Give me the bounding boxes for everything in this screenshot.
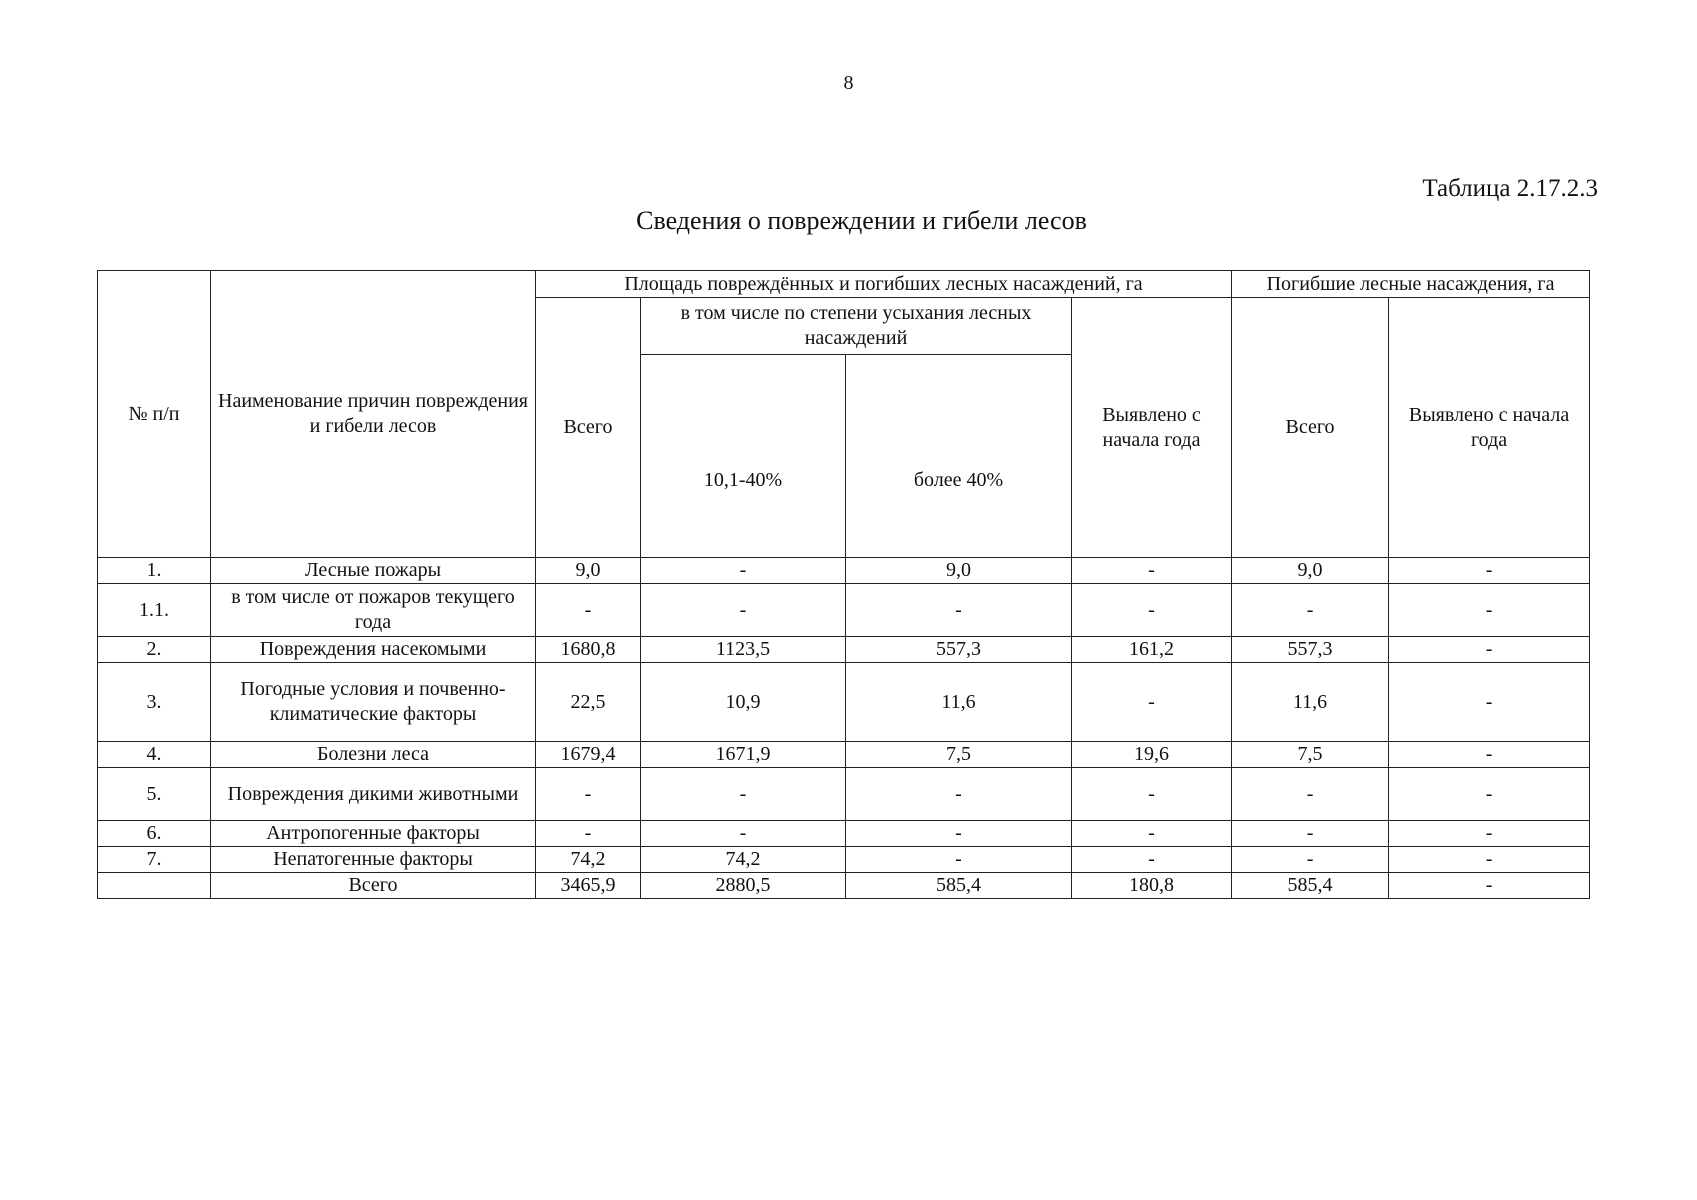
cell-drying-high: 9,0 xyxy=(846,558,1072,584)
table-row xyxy=(98,821,1590,847)
row-name: Погодные условия и почвенно-климатические факторы xyxy=(211,663,536,742)
row-name: Лесные пожары xyxy=(211,558,536,584)
row-name: Болезни леса xyxy=(211,742,536,768)
row-num: 2. xyxy=(98,637,211,663)
cell-drying-low: - xyxy=(641,821,846,847)
header-dead-total: Всего xyxy=(1232,298,1389,558)
cell-area-detected: - xyxy=(1072,821,1232,847)
row-num: 3. xyxy=(98,663,211,742)
cell-area-total: 1679,4 xyxy=(536,742,641,768)
cell-dead-total: - xyxy=(1232,847,1389,873)
header-area-detected: Выявлено с начала года xyxy=(1072,298,1232,558)
table-row xyxy=(98,558,1590,584)
cell-drying-low: 1123,5 xyxy=(641,637,846,663)
total-row xyxy=(98,873,1590,899)
cell-dead-detected: - xyxy=(1389,637,1590,663)
cell-dead-detected: - xyxy=(1389,821,1590,847)
row-num: 4. xyxy=(98,742,211,768)
row-name: Антропогенные факторы xyxy=(211,821,536,847)
cell-area-detected: 161,2 xyxy=(1072,637,1232,663)
row-num: 1.1. xyxy=(98,584,211,637)
table-row xyxy=(98,742,1590,768)
cell-drying-low: - xyxy=(641,768,846,821)
table-row xyxy=(98,847,1590,873)
cell-dead-total: 11,6 xyxy=(1232,663,1389,742)
header-num: № п/п xyxy=(98,271,211,558)
cell-dead-total: 9,0 xyxy=(1232,558,1389,584)
cell-dead-detected: - xyxy=(1389,584,1590,637)
cell-area-detected: 180,8 xyxy=(1072,873,1232,899)
header-dead-detected: Выявлено с начала года xyxy=(1389,298,1590,558)
cell-area-total: - xyxy=(536,584,641,637)
cell-area-total: 22,5 xyxy=(536,663,641,742)
cell-area-detected: - xyxy=(1072,768,1232,821)
row-name: Повреждения дикими животными xyxy=(211,768,536,821)
damage-table xyxy=(97,270,1590,899)
cell-drying-high: 11,6 xyxy=(846,663,1072,742)
header-drying-low: 10,1-40% xyxy=(641,355,846,558)
cell-drying-low: - xyxy=(641,558,846,584)
cell-drying-low: 10,9 xyxy=(641,663,846,742)
cell-area-detected: - xyxy=(1072,584,1232,637)
cell-dead-detected: - xyxy=(1389,742,1590,768)
header-area-group: Площадь повреждённых и погибших лесных насаждений, га xyxy=(536,271,1232,298)
cell-drying-low: 74,2 xyxy=(641,847,846,873)
cell-drying-high: - xyxy=(846,768,1072,821)
row-num: 5. xyxy=(98,768,211,821)
row-num: 7. xyxy=(98,847,211,873)
table-row xyxy=(98,768,1590,821)
cell-dead-total: - xyxy=(1232,584,1389,637)
cell-dead-detected: - xyxy=(1389,873,1590,899)
row-name: Непатогенные факторы xyxy=(211,847,536,873)
table-row xyxy=(98,663,1590,742)
cell-area-total: 3465,9 xyxy=(536,873,641,899)
header-drying-high: более 40% xyxy=(846,355,1072,558)
cell-drying-high: - xyxy=(846,821,1072,847)
cell-dead-total: - xyxy=(1232,768,1389,821)
cell-area-total: 9,0 xyxy=(536,558,641,584)
row-num: 6. xyxy=(98,821,211,847)
header-name: Наименование причин повреждения и гибели лесов xyxy=(211,271,536,558)
cell-dead-detected: - xyxy=(1389,558,1590,584)
cell-area-total: - xyxy=(536,768,641,821)
cell-dead-total: 7,5 xyxy=(1232,742,1389,768)
table-row xyxy=(98,584,1590,637)
cell-area-total: - xyxy=(536,821,641,847)
cell-drying-low: 1671,9 xyxy=(641,742,846,768)
cell-drying-high: - xyxy=(846,847,1072,873)
row-name: в том числе от пожаров текущего года xyxy=(211,584,536,637)
row-num xyxy=(98,873,211,899)
cell-area-total: 1680,8 xyxy=(536,637,641,663)
cell-area-detected: 19,6 xyxy=(1072,742,1232,768)
cell-drying-low: 2880,5 xyxy=(641,873,846,899)
table-row xyxy=(98,637,1590,663)
document-title: Сведения о повреждении и гибели лесов xyxy=(636,206,1087,235)
cell-drying-high: 557,3 xyxy=(846,637,1072,663)
row-name: Повреждения насекомыми xyxy=(211,637,536,663)
cell-area-detected: - xyxy=(1072,663,1232,742)
header-area-total: Всего xyxy=(536,298,641,558)
cell-dead-detected: - xyxy=(1389,663,1590,742)
header-drying-group: в том числе по степени усыхания лесных насаждений xyxy=(641,298,1072,355)
header-dead-group: Погибшие лесные насаждения, га xyxy=(1232,271,1590,298)
cell-dead-total: - xyxy=(1232,821,1389,847)
cell-dead-detected: - xyxy=(1389,847,1590,873)
page-number: 8 xyxy=(843,72,854,94)
cell-area-detected: - xyxy=(1072,558,1232,584)
cell-drying-high: 585,4 xyxy=(846,873,1072,899)
row-num: 1. xyxy=(98,558,211,584)
cell-drying-low: - xyxy=(641,584,846,637)
row-name: Всего xyxy=(211,873,536,899)
cell-dead-total: 585,4 xyxy=(1232,873,1389,899)
cell-drying-high: - xyxy=(846,584,1072,637)
cell-dead-detected: - xyxy=(1389,768,1590,821)
cell-drying-high: 7,5 xyxy=(846,742,1072,768)
table-number: Таблица 2.17.2.3 xyxy=(1422,175,1598,202)
cell-area-total: 74,2 xyxy=(536,847,641,873)
cell-dead-total: 557,3 xyxy=(1232,637,1389,663)
cell-area-detected: - xyxy=(1072,847,1232,873)
